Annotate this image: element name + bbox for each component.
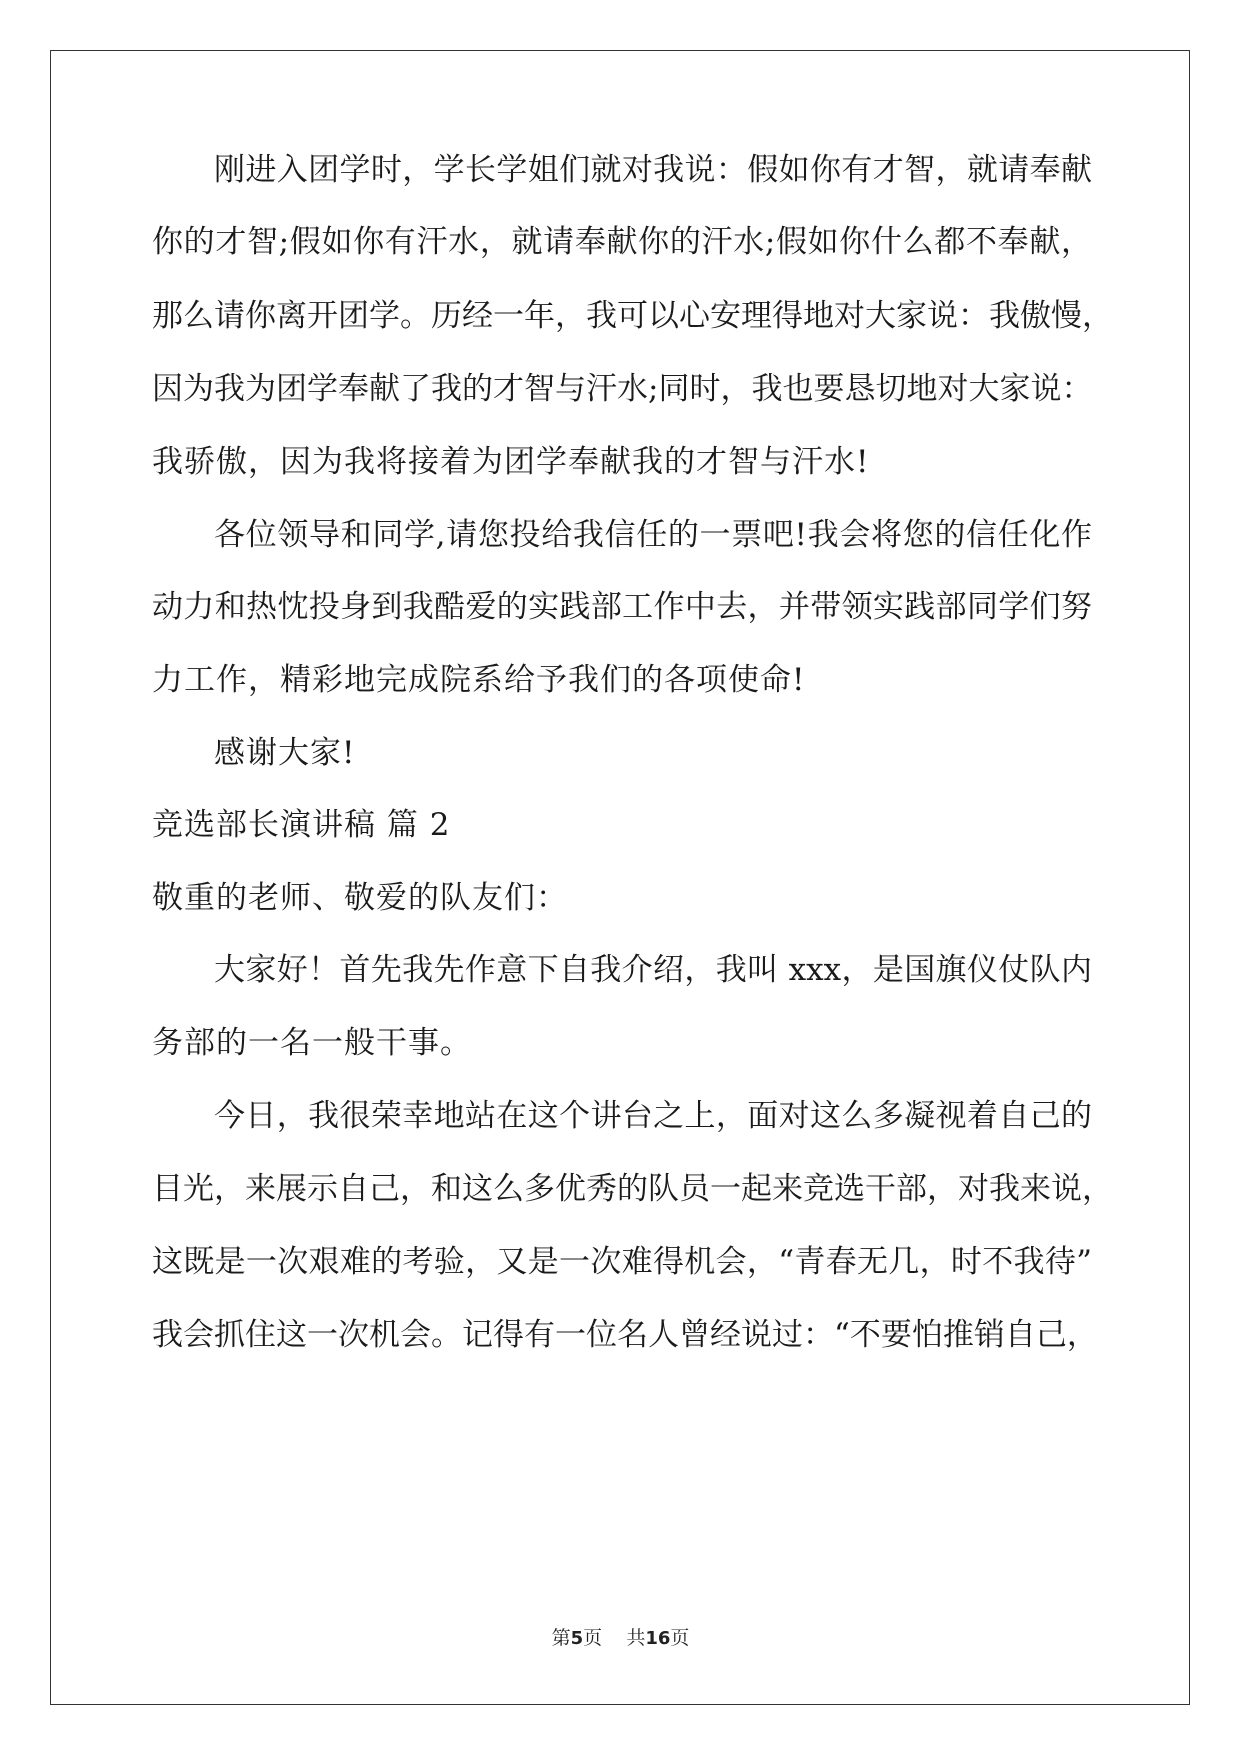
text-line: 各位领导和同学,请您投给我信任的一票吧!我会将您的信任化作 (214, 517, 1092, 553)
total-suffix: 页 (670, 1627, 690, 1649)
text-line: 因为我为团学奉献了我的才智与汗水;同时，我也要恳切地对大家说： (152, 371, 1093, 407)
total-prefix: 共 (626, 1627, 646, 1649)
text-line: 大家好！首先我先作意下自我介绍，我叫 xxx，是国旗仪仗队内 (214, 952, 1092, 988)
page-prefix: 第 (551, 1627, 571, 1649)
text-line: 你的才智;假如你有汗水，就请奉献你的汗水;假如你什么都不奉献， (152, 224, 1092, 260)
page-footer (0, 1623, 1241, 1650)
text-line: 力工作，精彩地完成院系给予我们的各项使命! (152, 662, 806, 698)
text-line: 目光，来展示自己，和这么多优秀的队员一起来竞选干部，对我来说， (152, 1171, 1113, 1207)
salutation: 敬重的老师、敬爱的队友们： (152, 880, 568, 916)
text-line: 动力和热忱投身到我酷爱的实践部工作中去，并带领实践部同学们努 (152, 589, 1092, 625)
text-line: 刚进入团学时，学长学姐们就对我说：假如你有才智，就请奉献 (214, 152, 1092, 188)
page-number: 5 (570, 1628, 584, 1649)
section-heading: 竞选部长演讲稿 篇 2 (152, 807, 451, 843)
text-line: 我会抓住这一次机会。记得有一位名人曾经说过：“不要怕推销自己， (152, 1317, 1098, 1353)
text-line: 今日，我很荣幸地站在这个讲台之上，面对这么多凝视着自己的 (214, 1098, 1092, 1134)
text-line: 这既是一次艰难的考验，又是一次难得机会，“青春无几，时不我待” (152, 1244, 1092, 1280)
text-line: 感谢大家! (214, 735, 356, 771)
text-line: 那么请你离开团学。历经一年，我可以心安理得地对大家说：我傲慢， (152, 298, 1113, 334)
page-suffix: 页 (583, 1627, 603, 1649)
text-line: 务部的一名一般干事。 (152, 1025, 472, 1061)
total-pages: 16 (645, 1628, 671, 1649)
text-line: 我骄傲，因为我将接着为团学奉献我的才智与汗水! (152, 444, 870, 480)
